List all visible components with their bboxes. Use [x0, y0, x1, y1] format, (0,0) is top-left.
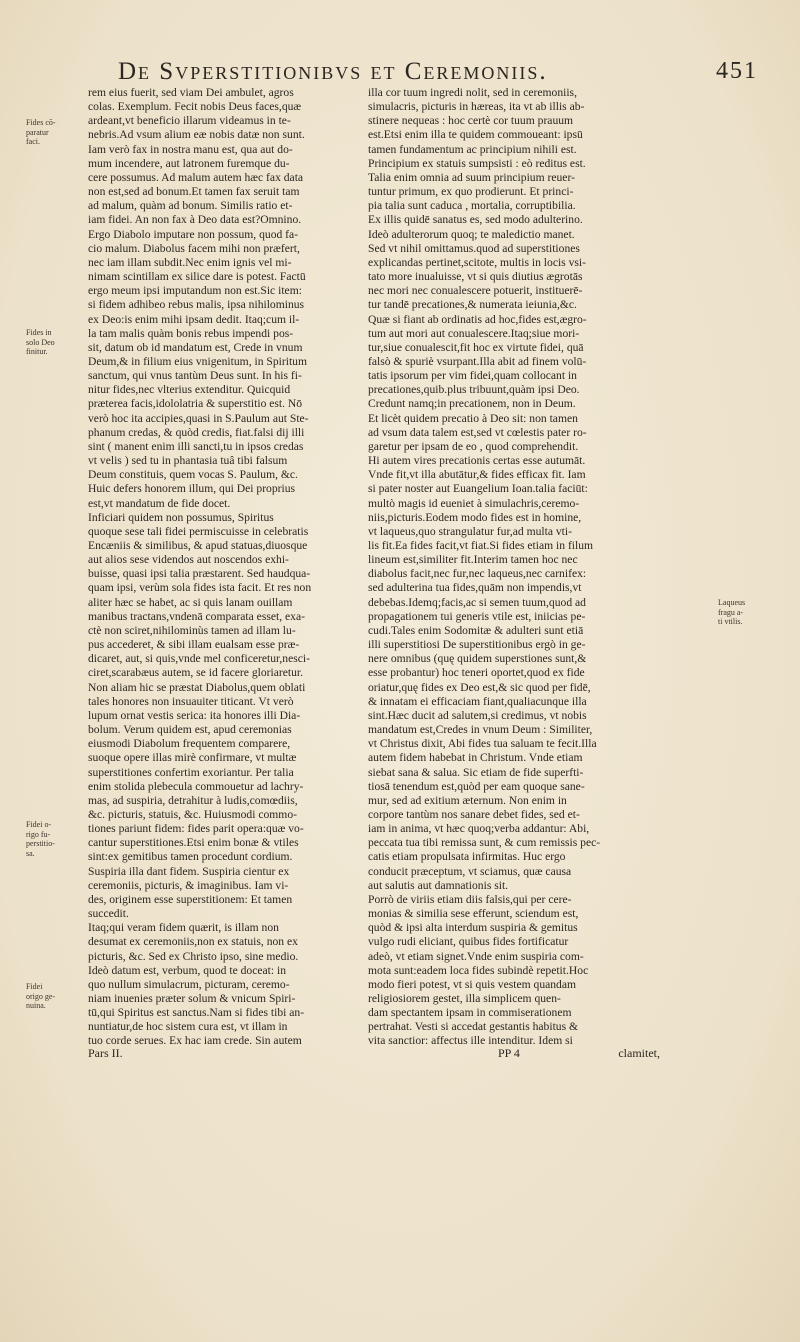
margin-note-left-1: Fides cō- paratur faci.	[26, 118, 56, 146]
right-column-text: illa cor tuum ingredi nolit, sed in ceremoniis, simulacris, picturis in hæreas, ita vt ab illis ab- stinere nequeas : hoc certè cor tuum prauum est.Etsi enim illa te quidem commoueant: ipsū tamen fundamentum ac principium nihili est. Principium ex statuis sumpsisti : eò reditus est. Talia enim omnia ad suum principium reuer- tuntur primum, ex quo prodierunt. Et princi- pia talia sunt caduca , mortalia, corruptibilia. Ex illis quidē sanatus es, sed modo adulterino. Ideò adulterorum quoq; te maledictio manet. Sed vt nihil omittamus.quod ad superstitiones explicandas pertinet,scitote, multis in locis vsi- tato more inualuisse, vt si quis diutius ægrotās nec mori nec conualescere potuerit, instituerē- tur tandē precationes,& numerata ieiunia,&c. Quæ si fiant ab ordinatis ad hoc,fides est,ægro- tum aut mori aut conualescere.Itaq;siue mori- tur,siue conualescit,fit hoc ex virtute fidei, quā falsò & spuriè vsurpant.Illa abit ad finem volū- tatis ipsorum per vim fidei,quam collocant in precationes,quib.plus tribuunt,quàm ipsi Deo. Credunt namq;in precationem, non in Deum. Et licèt quidem precatio à Deo sit: non tamen ad vsum data talem est,sed vt cœlestis pater ro- garetur per ipsam de eo , quod comprehendit. Hi autem vires precationis certas esse autumāt. Vnde fit,vt illa abutātur,& fides efficax fit. Iam si pater noster aut Euangelium Ioan.talia faciūt: multò magis id eueniet à simulachris,ceremo- niis,picturis.Eodem modo fides est in homine, vt laqueus,quo strangulatur fur,ad multa vti- lis fit.Ea fides facit,vt fiat.Si fides etiam in filum lineum est,similiter fit.Interim tamen hoc nec diabolus facit,nec fur,nec laqueus,nec carnifex: sed adulterina tua fides,quām non impendis,vt debebas.Idemq;facis,ac si semen tuum,quod ad propagationem tui generis vtile est, iniicias pe- cudi.Tales enim Sodomitæ & adulteri sunt etiā illi superstitiosi De superstitionibus ergò in ge- nere omnibus (quę quidem superstiones sunt,& esse probantur) hoc teneri oportet,quod ex fide oriatur,quę fides ex Deo est,& sic quod per fidē, & innatam ei efficaciam fiant,qualiacunque illa sint.Hæc ducit ad salutem,si credimus, vt nobis mandatum est,Credes in vnum Deum : Similiter, vt Christus dixit, Abi fides tua saluam te fecit.Illa autem fidem habebat in Christum. Vnde etiam siebat sana & salua. Sic etiam de fide superfti- tiosā tenendum est,quòd per eam quoque sane- mur, sed ad exitium æternum. Non enim in corpore tantùm nos sanare debet fides, sed et- iam in anima, vt hæc quoq;verba addantur: Abi, peccata tua tibi remissa sunt, & cum remissis pec- catis etiam propulsata infirmitas. Huc ergo conducit præceptum, vt sciamus, quæ causa aut salutis aut damnationis sit. Porrò de viriis etiam diis falsis,qui per cere- monias & similia sese efferunt, sciendum est, quòd & ipsi alta interdum suspiria & gemitus vulgo rudi eliciant, quibus fides fortificatur adeò, vt etiam signet.Vnde enim suspiria com- mota sunt:eadem loca fides subindè repetit.Hoc modo fieri potest, vt si quis vestem quandam religiosiorem gestet, illa simplicem quen- dam spectantem ipsam in commiserationem pertrahat. Vesti si accedat gestantis habitus & vita sanctior: affectus ille intenditur. Idem si	[368, 86, 601, 1048]
volume-label: Pars II.	[88, 1046, 123, 1060]
left-column-text: rem eius fuerit, sed viam Dei ambulet, agros colas. Exemplum. Fecit nobis Deus faces,quæ ardeant,vt beneficio illarum videamus in te- nebris.Ad vsum alium eæ nobis datæ non sunt. Iam verò fax in nostra manu est, qua aut do- mum incendere, aut latronem furemque du- cere possumus. Ad malum autem hæc fax data non est,sed ad bonum.Et tamen fax seruit tam ad malum, quàm ad bonum. Similis ratio et- iam fidei. An non fax à Deo data est?Omnino. Ergo Diabolo imputare non possum, quod fa- cio malum. Diabolus facem mihi non præfert, nec iam illam subdit.Nec enim ignis vel mi- nimam scintillam ex silice dare is potest. Factū ergo meum ipsi imputandum non est.Sic item: si fidem adhibeo rebus malis, ipsa nihilominus ex Deo:is enim mihi ipsam dedit. Itaq;cum il- la tam malis quàm bonis rebus impendi pos- sit, datum ob id mandatum est, Crede in vnum Deum,& in filium eius vnigenitum, in Spiritum sanctum, qui vnus tantùm Deus sunt. In his fi- nitur fides,nec vlterius extenditur. Quicquid præterea facis,idololatria & superstitio est. Nō verò hoc ita accipies,quasi in S.Paulum aut Ste- phanum credas, & quòd credis, fiat.falsi dij illi sint ( manent enim illi sancti,tu in ipsos credas vt velis ) sed tu in phantasia tuâ tibi falsum Deum constituis, quem vocas S. Paulum, &c. Huic defers honorem illum, qui Dei proprius est,vt mandatum de fide docet. Inficiari quidem non possumus, Spiritus quoque sese tali fidei permiscuisse in celebratis Encæniis & similibus, & apud statuas,diuosque aut alios sese videndos aut noscendos exhi- buisse, quasi ipsi talia præstarent. Sed haudqua- quam ipsi, verùm sola fides ista facit. Et res non aliter hæc se habet, ac si quis lanam ouillam manibus tractans,vndenā comparata esset, exa- ctè non sciret,nihilominùs tamen ad illam lu- pus accederet, & sibi illam eualsam esse præ- dicaret, aut, si quis,vnde mel conficeretur,nesci- ciret,scarabæus autem, se id facere gloriaretur. Non aliam hic se præstat Diabolus,quem oblati tales honores non insuauiter titicant. Vt verò lupum ornat vestis serica: ita honores illi Dia- bolum. Verum quidem est, apud ceremonias eiusmodi Diabolum frequentem comparere, suoque opere illas mirè confirmare, vt multæ superstitiones confertim exoriantur. Per talia enim stolida plebecula commouetur ad lachry- mas, ad suspiria, detrahitur à ludis,comœdiis, &c. picturis, statuis, &c. Huiusmodi commo- tiones pariunt fidem: fides parit opera:quæ vo- cantur superstitiones.Etsi enim bonæ & vtiles sint:ex gemitibus tamen procedunt cordium. Suspiria illa dant fidem. Suspiria cientur ex ceremoniis, picturis, & imaginibus. Iam vi- des, originem esse superstitionem: Et tamen succedit. Itaq;qui veram fidem quærit, is illam non desumat ex ceremoniis,non ex statuis, non ex picturis, &c. Sed ex Christo ipso, sine medio. Ideò datum est, verbum, quod te doceat: in quo nullum simulacrum, picturam, ceremo- niam inuenies præter solum & vnicum Spiri- tū,qui Spiritus est sanctus.Nam si fides tibi an- nuntiatur,de hoc sistem cura est, vt illam in tuo corde serues. Ex hac iam crede. Sin autem	[88, 86, 312, 1048]
margin-note-left-2: Fides in solo Deo finitur.	[26, 328, 55, 356]
signature-mark: PP 4	[498, 1046, 520, 1060]
catchword: clamitet,	[618, 1046, 660, 1060]
page-number: 451	[716, 58, 758, 84]
running-title: De Svperstitionibvs et Ceremoniis.	[118, 58, 548, 85]
page-footer	[368, 1046, 660, 1062]
margin-note-right-1: Laqueus fragu a- ti vtilis.	[718, 598, 746, 626]
margin-note-left-3: Fidei o- rigo fu- perstitio- sa.	[26, 820, 55, 858]
margin-note-left-4: Fidei origo ge- nuina.	[26, 982, 56, 1010]
